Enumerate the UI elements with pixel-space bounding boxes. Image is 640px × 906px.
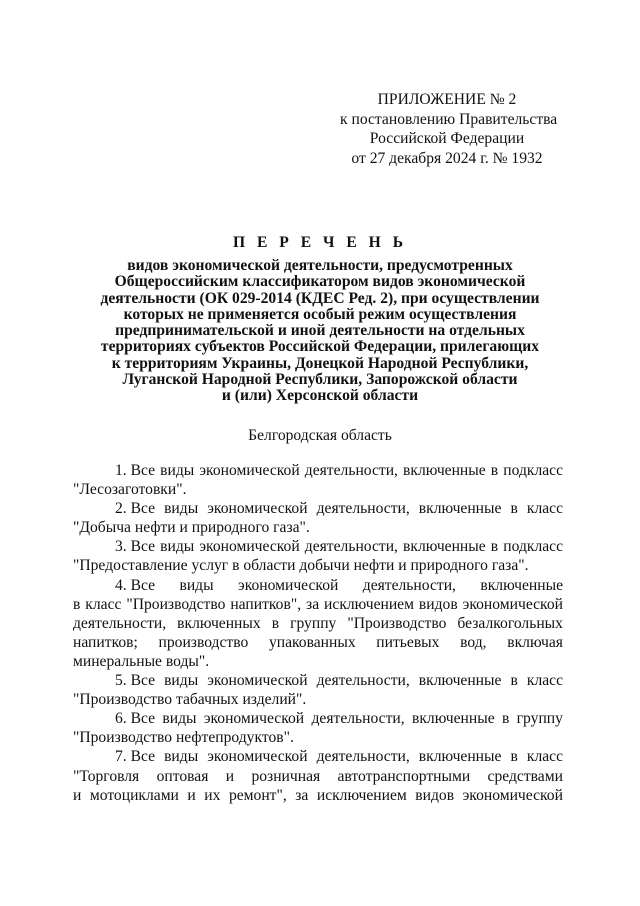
word: виды	[160, 538, 195, 556]
subtitle-line: которых не применяется особый режим осуществления	[123, 305, 517, 323]
word: 4. Все	[115, 576, 156, 594]
word: за	[295, 786, 309, 804]
word: виды	[164, 500, 199, 518]
word: включая	[507, 633, 563, 651]
word: деятельности,	[304, 462, 398, 479]
word: в	[73, 595, 81, 613]
word: в	[510, 500, 518, 518]
word: в	[510, 672, 518, 690]
word: исключением	[324, 595, 414, 613]
subtitle-line: видов экономической деятельности, предусмотренных	[127, 257, 513, 274]
list-item-line	[73, 747, 563, 766]
word: оптовая	[156, 767, 209, 785]
list-item-line	[73, 786, 563, 805]
list-item	[73, 499, 563, 537]
word: включенные	[403, 538, 486, 556]
word: экономической	[238, 576, 339, 594]
list-item-line	[73, 671, 563, 690]
word: и	[73, 786, 82, 804]
word: в	[271, 614, 280, 632]
word: виды	[164, 748, 199, 766]
subtitle-line: деятельности (ОК 029-2014 (КДЕС Ред. 2), при осуществлении	[100, 289, 540, 307]
word: "Добыча нефти и природного газа".	[73, 519, 310, 537]
list-item	[73, 747, 563, 804]
word: класс	[526, 500, 563, 518]
list-item	[73, 537, 563, 575]
word: экономической	[462, 786, 563, 804]
word: и	[225, 767, 235, 785]
word: видов	[418, 595, 458, 613]
items-list	[73, 461, 563, 805]
subtitle-line: к территориям Украины, Донецкой Народной Республики,	[111, 354, 529, 372]
word: экономической	[207, 748, 308, 766]
word: класс	[85, 595, 122, 613]
word: включенные	[403, 462, 486, 479]
word: розничная	[251, 767, 321, 785]
list-item-line	[73, 480, 563, 499]
word: включенных	[177, 614, 261, 632]
word: и	[187, 786, 196, 804]
word: напитков;	[73, 633, 138, 651]
word: их	[204, 786, 221, 804]
document-subtitle	[90, 258, 550, 405]
subtitle-line: и (или) Херсонской области	[221, 387, 419, 405]
word: "Производство	[126, 595, 226, 613]
appendix-block	[340, 90, 558, 168]
list-item-line	[73, 461, 563, 480]
word: "Предоставление услуг в области добычи нефти и природного газа".	[73, 557, 529, 575]
word: включенные	[418, 748, 502, 766]
word: 1. Все	[115, 462, 156, 479]
word: минеральные воды".	[73, 652, 210, 670]
list-item	[73, 576, 563, 671]
list-item-line	[73, 633, 563, 652]
list-item-line	[73, 614, 563, 633]
word: виды	[162, 710, 197, 728]
word: "Производство нефтепродуктов".	[73, 729, 294, 747]
word: включенные	[411, 710, 495, 728]
word: экономической	[207, 500, 308, 518]
word: включенные	[480, 576, 563, 594]
word: включенные	[418, 672, 502, 690]
list-item-line	[73, 537, 563, 556]
word: 5. Все	[115, 672, 156, 690]
word: деятельности,	[316, 748, 410, 766]
word: питьевых	[376, 633, 440, 651]
list-item-line	[73, 652, 563, 671]
word: средствами	[487, 767, 563, 785]
word: ремонт",	[228, 786, 287, 804]
word: "Производство	[347, 614, 447, 632]
word: класс	[526, 748, 563, 766]
word: группу	[516, 710, 563, 728]
word: включенные	[418, 500, 502, 518]
word: "Лесозаготовки".	[73, 481, 187, 499]
list-item-line	[73, 728, 563, 747]
word: экономической	[199, 462, 300, 479]
list-item-line	[73, 518, 563, 537]
list-item-line	[73, 709, 563, 728]
word: производство	[158, 633, 249, 651]
word: 2. Все	[115, 500, 156, 518]
word: в	[490, 538, 499, 556]
word: автотранспортными	[337, 767, 471, 785]
word: "Производство табачных изделий".	[73, 691, 307, 709]
word: экономической	[203, 710, 305, 728]
word: 7. Все	[115, 748, 156, 766]
appendix-line: ПРИЛОЖЕНИЕ № 2	[377, 91, 517, 108]
word: напитков",	[230, 595, 302, 613]
list-item-line	[73, 595, 563, 614]
list-item	[73, 671, 563, 709]
word: исключением	[316, 786, 407, 804]
subtitle-line: предпринимательской и иной деятельности на отдельных	[115, 322, 525, 340]
appendix-line: от 27 декабря 2024 г. № 1932	[351, 149, 543, 167]
subtitle-line: Луганской Народной Республики, Запорожской области	[122, 371, 518, 389]
word: класс	[526, 672, 563, 690]
word: экономической	[199, 538, 300, 556]
list-item	[73, 709, 563, 747]
subtitle-line: Общероссийским классификатором видов экономической	[114, 273, 526, 291]
list-item-line	[73, 690, 563, 709]
word: виды	[164, 672, 199, 690]
word: подкласс	[503, 538, 563, 556]
word: "Торговля	[73, 767, 140, 785]
word: деятельности,	[73, 614, 167, 632]
word: группу	[290, 614, 337, 632]
word: в	[490, 462, 499, 479]
list-item-line	[73, 576, 563, 595]
word: безалкогольных	[457, 614, 563, 632]
word: 6. Все	[115, 710, 156, 728]
appendix-line: Российской Федерации	[369, 130, 525, 147]
word: виды	[160, 462, 195, 479]
word: упакованных	[268, 633, 356, 651]
list-item-line	[73, 767, 563, 786]
word: экономической	[462, 595, 563, 613]
word: подкласс	[503, 462, 563, 479]
list-item	[73, 461, 563, 499]
word: за	[306, 595, 320, 613]
appendix-line: к постановлению Правительства	[340, 110, 558, 128]
word: мотоциклами	[89, 786, 179, 804]
word: вод,	[460, 633, 487, 651]
word: видов	[415, 786, 455, 804]
word: в	[510, 748, 518, 766]
region-title: Белгородская область	[248, 427, 392, 444]
subtitle-line: территориях субъектов Российской Федерации, прилегающих	[100, 338, 540, 356]
word: деятельности,	[316, 672, 410, 690]
word: 3. Все	[115, 538, 156, 556]
word: деятельности,	[311, 710, 405, 728]
word: виды	[179, 576, 214, 594]
word: в	[501, 710, 510, 728]
word: деятельности,	[304, 538, 398, 556]
list-item-line	[73, 499, 563, 518]
document-heading: П Е Р Е Ч Е Н Ь	[232, 234, 408, 251]
word: экономической	[207, 672, 308, 690]
list-item-line	[73, 556, 563, 575]
word: деятельности,	[316, 500, 410, 518]
word: деятельности,	[362, 576, 456, 594]
